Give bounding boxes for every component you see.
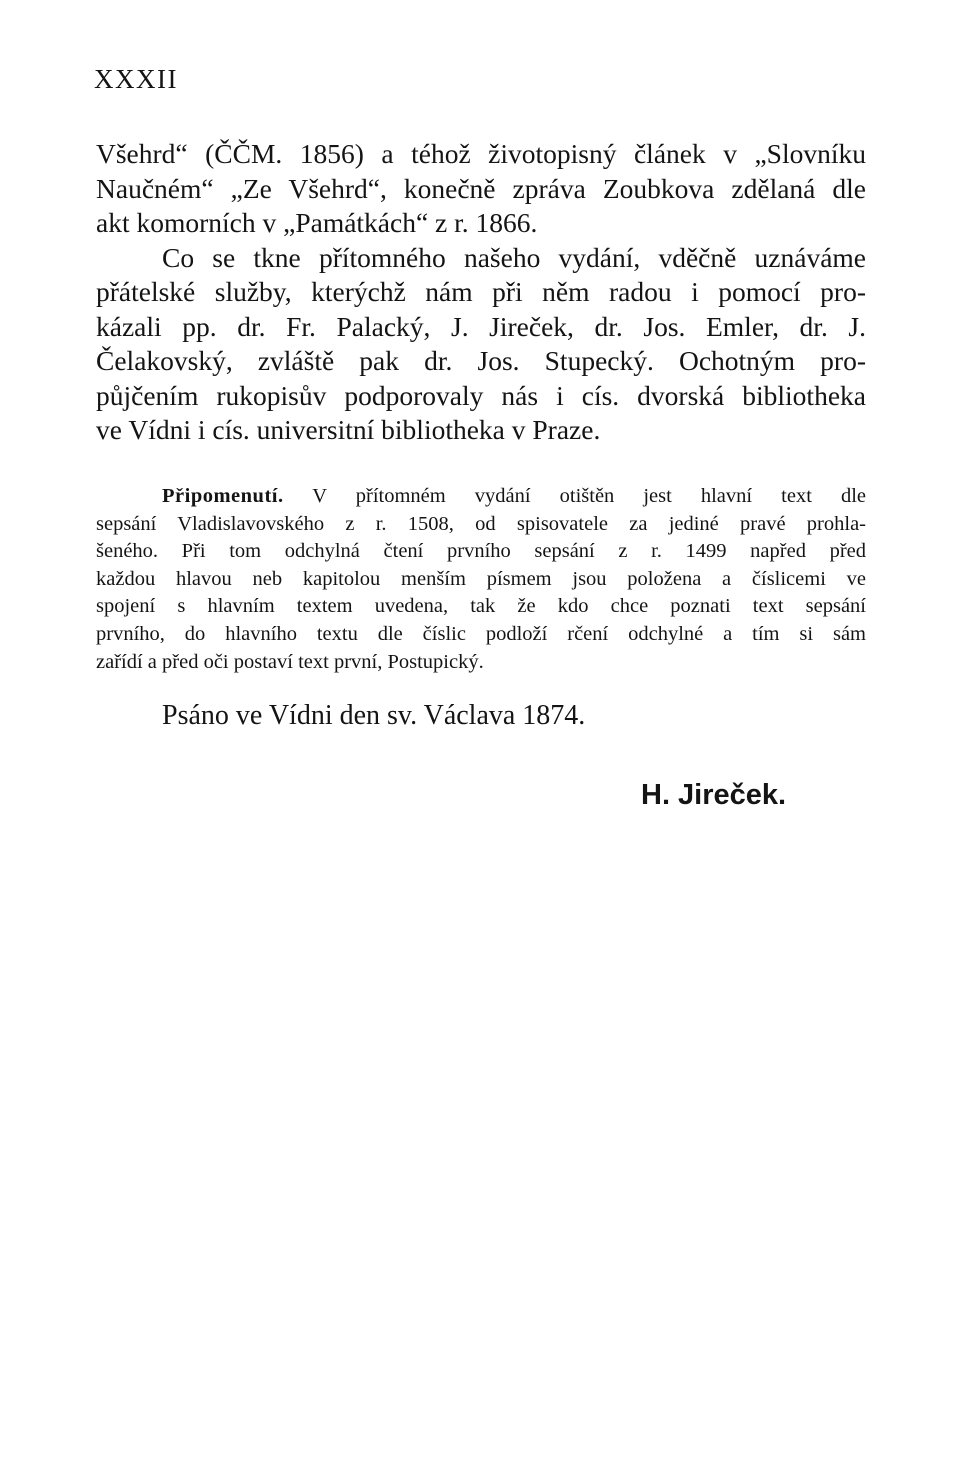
main-paragraph xyxy=(96,137,866,448)
signature: H. Jireček. xyxy=(641,779,787,811)
main-line: akt komorních v „Památkách“ z r. 1866. xyxy=(96,207,538,238)
note-first-line xyxy=(96,483,866,511)
page-number: XXXII xyxy=(94,64,178,94)
note-first-line-text: V přítomném vydání otištěn jest hlavní text dle xyxy=(312,485,866,507)
note-paragraph xyxy=(96,483,866,676)
note-line: šeného. Při tom odchylná čtení prvního sepsání z r. 1499 napřed před xyxy=(96,540,866,563)
note-line: spojení s hlavním textem uvedena, tak že kdo chce poznati text sepsání xyxy=(96,595,866,618)
note-line: zařídí a před oči postaví text první, Postupický. xyxy=(96,650,484,673)
main-line: Co se tkne přítomného našeho vydání, vděčně uznáváme xyxy=(162,241,866,273)
note-line: prvního, do hlavního textu dle číslic podloží rčení odchylné a tím si sám xyxy=(96,622,866,645)
main-line: půjčením rukopisův podporovaly nás i cís. dvorská bibliotheka xyxy=(96,379,866,411)
note-line: sepsání Vladislavovského z r. 1508, od spisovatele za jediné pravé prohla- xyxy=(96,512,866,535)
main-line: Naučném“ „Ze Všehrd“, konečně zpráva Zoubkova zdělaná dle xyxy=(96,172,866,204)
main-line: ve Vídni i cís. universitní bibliotheka v Praze. xyxy=(96,414,601,445)
main-line: Všehrd“ (ČČM. 1856) a téhož životopisný článek v „Slovníku xyxy=(96,138,866,169)
main-line: Čelakovský, zvláště pak dr. Jos. Stupecký. Ochotným pro- xyxy=(96,345,866,376)
main-line: kázali pp. dr. Fr. Palacký, J. Jireček, dr. Jos. Emler, dr. J. xyxy=(96,310,866,342)
main-line: přátelské služby, kterýchž nám při něm radou i pomocí pro- xyxy=(96,276,866,307)
closing-line: Psáno ve Vídni den sv. Václava 1874. xyxy=(162,700,586,731)
note-line: každou hlavou neb kapitolou menším písmem jsou položena a číslicemi ve xyxy=(96,567,866,590)
note-label: Připomenutí. xyxy=(162,485,284,507)
